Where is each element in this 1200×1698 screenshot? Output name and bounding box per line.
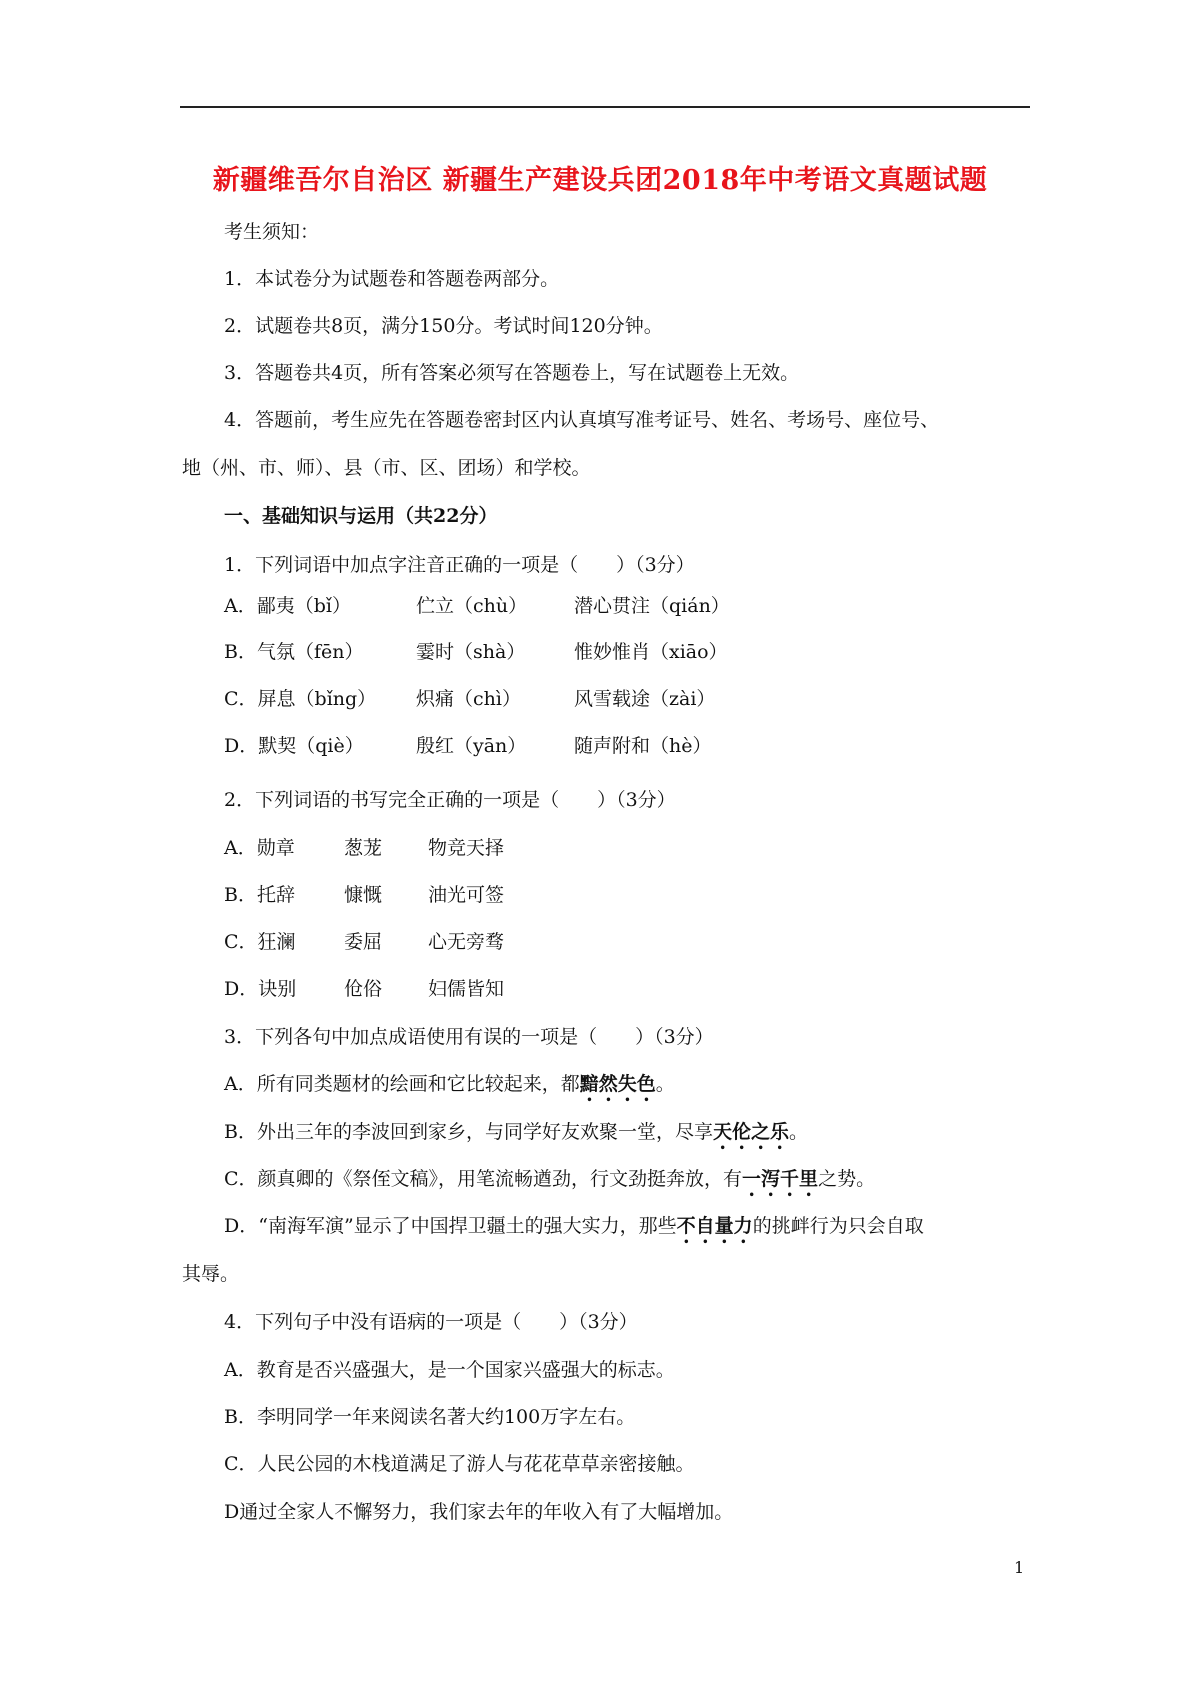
option-word: A．鄙夷（bǐ）: [224, 595, 351, 617]
option-word: 潜心贯注（qián）: [574, 595, 730, 617]
notice-heading: 考生须知：: [224, 221, 320, 243]
q4-option: A．教育是否兴盛强大，是一个国家兴盛强大的标志。: [224, 1359, 675, 1381]
exam-title: 新疆维吾尔自治区 新疆生产建设兵团2018年中考语文真题试题: [212, 165, 988, 196]
option-word: 委屈: [344, 931, 383, 953]
option-word: 妇儒皆知: [428, 978, 505, 1000]
idiom: 一泻千里: [742, 1168, 819, 1190]
option-word: 殷红（yān）: [416, 735, 527, 757]
notice-item-continued: 地（州、市、师）、县（市、区、团场）和学校。: [182, 457, 591, 479]
idiom: 黯然失色: [579, 1073, 656, 1095]
option-word: 慷慨: [344, 884, 383, 906]
option-word: 伧俗: [344, 978, 383, 1000]
option-word: 心无旁骛: [428, 931, 505, 953]
option-text: 的挑衅行为只会自取: [752, 1215, 924, 1237]
q4-option: C．人民公园的木栈道满足了游人与花花草草亲密接触。: [224, 1453, 695, 1475]
option-word: D．默契（qiè）: [224, 735, 364, 757]
q3-option-d: [224, 1214, 924, 1248]
q4-option: B．李明同学一年来阅读名著大约100万字左右。: [224, 1406, 636, 1428]
section-heading: 一、基础知识与运用（共22分）: [224, 505, 498, 527]
q3-option-b: [224, 1120, 808, 1154]
option-word: 伫立（chù）: [416, 595, 528, 617]
option-text: B．外出三年的李波回到家乡，与同学好友欢聚一堂，尽享: [224, 1121, 713, 1143]
header-rule: [180, 106, 1030, 108]
option-word: C．狂澜: [224, 931, 296, 953]
notice-item: 1．本试卷分为试题卷和答题卷两部分。: [224, 268, 560, 290]
option-word: 霎时（shà）: [416, 641, 526, 663]
q3-option-a: [224, 1072, 675, 1106]
option-word: B．托辞: [224, 884, 295, 906]
option-text: D．“南海军演”显示了中国捍卫疆土的强大实力，那些: [224, 1215, 677, 1237]
question-stem: 2．下列词语的书写完全正确的一项是（ ）（3分）: [224, 789, 676, 811]
idiom: 天伦之乐: [712, 1121, 789, 1143]
option-text: C．颜真卿的《祭侄文稿》，用笔流畅遒劲，行文劲挺奔放，有: [224, 1168, 743, 1190]
question-stem: 3．下列各句中加点成语使用有误的一项是（ ）（3分）: [224, 1026, 714, 1048]
notice-item: 3．答题卷共4页，所有答案必须写在答题卷上，写在试题卷上无效。: [224, 362, 800, 384]
notice-item: 4．答题前，考生应先在答题卷密封区内认真填写准考证号、姓名、考场号、座位号、: [224, 409, 940, 431]
q3-option-c: [224, 1167, 875, 1201]
option-text: 之势。: [818, 1168, 876, 1190]
option-word: C．屏息（bǐng）: [224, 688, 377, 710]
option-word: 惟妙惟肖（xiāo）: [574, 641, 728, 663]
option-text: A．所有同类题材的绘画和它比较起来，都: [224, 1073, 580, 1095]
option-word: D．诀别: [224, 978, 297, 1000]
option-text: 。: [788, 1121, 808, 1143]
question-stem: 1．下列词语中加点字注音正确的一项是（ ）（3分）: [224, 554, 695, 576]
q3-option-d-continued: 其辱。: [182, 1263, 240, 1285]
option-word: 炽痛（chì）: [416, 688, 521, 710]
page-number: 1: [1014, 1558, 1025, 1577]
option-word: 物竞天择: [428, 837, 505, 859]
option-word: 随声附和（hè）: [574, 735, 712, 757]
option-word: 葱茏: [344, 837, 383, 859]
question-stem: 4．下列句子中没有语病的一项是（ ）（3分）: [224, 1311, 638, 1333]
notice-item: 2．试题卷共8页，满分150分。考试时间120分钟。: [224, 315, 663, 337]
idiom: 不自量力: [676, 1215, 753, 1237]
q4-option: D通过全家人不懈努力，我们家去年的年收入有了大幅增加。: [224, 1501, 734, 1523]
option-text: 。: [655, 1073, 675, 1095]
option-word: A．勋章: [224, 837, 295, 859]
option-word: 油光可签: [428, 884, 505, 906]
option-word: 风雪载途（zài）: [574, 688, 716, 710]
option-word: B．气氛（fēn）: [224, 641, 364, 663]
